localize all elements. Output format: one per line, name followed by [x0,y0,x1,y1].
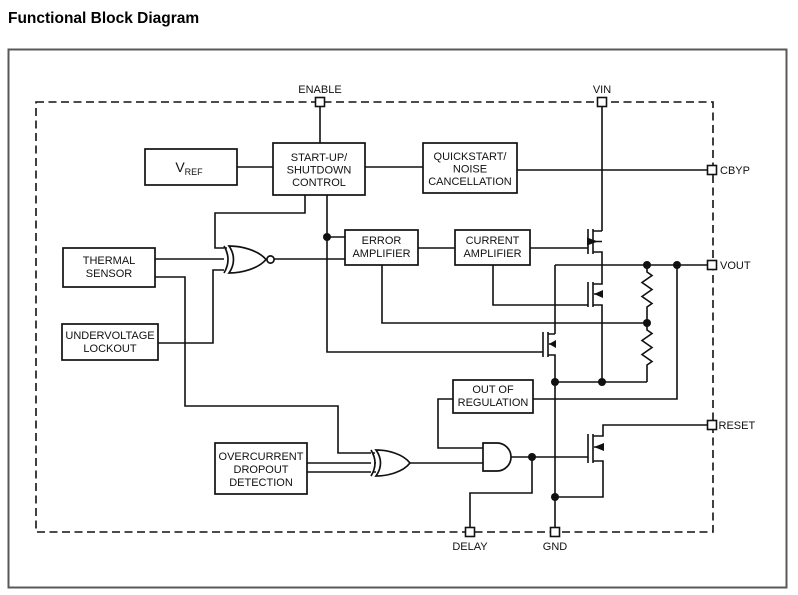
junction-dot [551,378,559,386]
block-label-line: THERMAL [82,255,136,267]
block-label-line: CANCELLATION [428,176,512,188]
block-label-line: CURRENT [465,235,520,247]
block-label-line: CONTROL [292,177,346,189]
junction-dot [528,453,536,461]
vref-label: V [175,159,185,175]
block-label-line: OUT OF [472,384,514,396]
junction-dot [323,233,331,241]
junction-dot [673,261,681,269]
vref-subscript: REF [184,167,203,177]
block-label-line: LOCKOUT [83,343,137,355]
block-label-line: SENSOR [85,268,133,280]
pin-reset [708,420,756,432]
block-label-line: SHUTDOWN [286,164,352,177]
block-label-line: OVERCURRENT [218,451,304,463]
block-undervoltage-lockout [62,324,158,360]
block-label-line: AMPLIFIER [352,248,411,260]
block-label-line: QUICKSTART/ [433,151,507,163]
junction-dot [598,378,606,386]
pin-vout [708,260,751,272]
pin-label: CBYP [720,165,750,177]
pin-label: VOUT [720,260,751,272]
block-label-line: DROPOUT [233,464,289,476]
block-label-line: NOISE [452,163,488,176]
figure-border [9,50,787,588]
block-out-of-regulation [453,380,533,413]
block-label-line: UNDERVOLTAGE [65,330,155,342]
page-title: Functional Block Diagram [8,10,200,27]
pin-label: GND [542,541,568,553]
pin-label: ENABLE [298,84,342,96]
block-vref [145,149,237,185]
and-gate [483,443,511,471]
junction-dot [643,261,651,269]
pin-label: RESET [718,420,756,432]
block-label-line: DETECTION [229,477,293,489]
block-startup-shutdown-control [273,143,365,195]
block-thermal-sensor [63,248,155,287]
block-current-amplifier [455,230,530,265]
block-error-amplifier [345,230,418,265]
block-label-line: START-UP/ [290,152,348,164]
pin-cbyp [708,165,750,177]
junction-dot [551,493,559,501]
block-overcurrent-dropout-detection [215,443,307,494]
block-quickstart-noise-cancellation [423,143,517,193]
junction-dot [643,319,651,327]
pin-label: DELAY [452,541,488,553]
block-label-line: ERROR [361,235,402,247]
block-label-line: AMPLIFIER [463,248,522,260]
pin-label: VIN [592,84,612,96]
block-label-line: REGULATION [457,397,529,409]
inverter-bubble [267,256,274,263]
